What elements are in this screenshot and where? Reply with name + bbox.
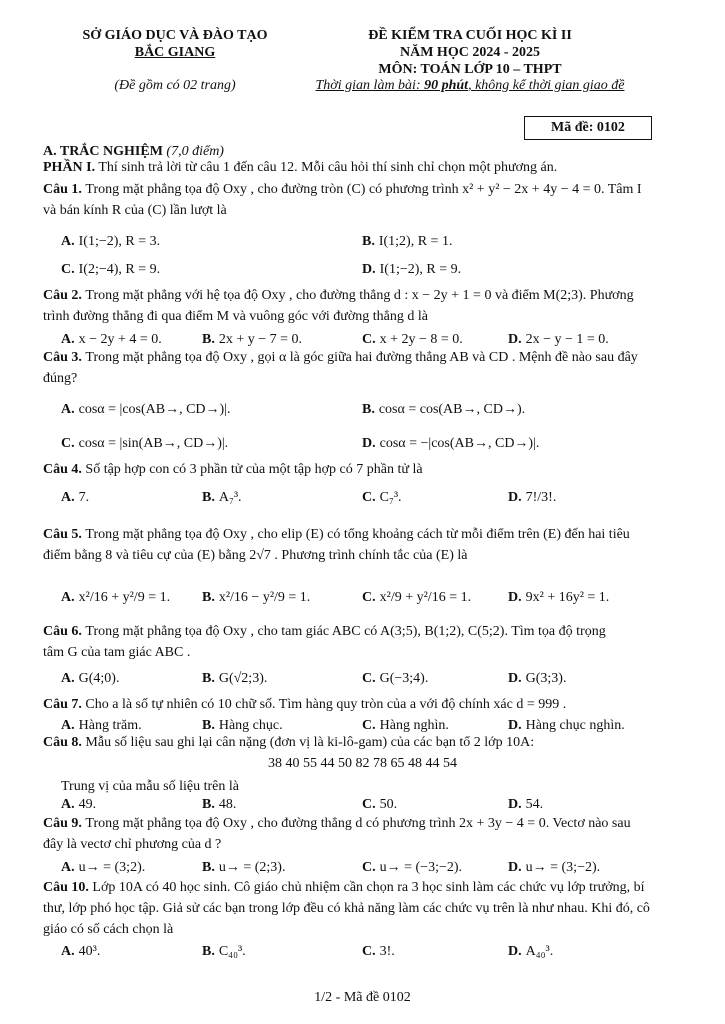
answer-option-c bbox=[61, 262, 160, 278]
answer-option-d bbox=[508, 860, 600, 876]
option-text: u→ = (−3;−2). bbox=[379, 860, 463, 875]
question-label: Câu 6. bbox=[43, 624, 86, 639]
question-line-text: Mẫu số liệu sau ghi lại cân nặng (đơn vị là ki-lô-gam) của các bạn tổ 2 lớp 10A: bbox=[85, 735, 535, 750]
option-text: u→ = (3;2). bbox=[78, 860, 146, 875]
option-label: A. bbox=[61, 402, 75, 417]
option-text: I(2;−4), R = 9. bbox=[78, 262, 161, 277]
answer-option-b bbox=[202, 490, 242, 506]
question-text-line bbox=[43, 203, 227, 219]
question-text-line bbox=[43, 350, 638, 366]
question-line-text: Lớp 10A có 40 học sinh. Cô giáo chủ nhiệm cần chọn ra 3 học sinh làm các chức vụ lớp trưởng, bí bbox=[92, 880, 645, 895]
option-label: A. bbox=[61, 490, 75, 505]
option-text: x²/16 + y²/9 = 1. bbox=[78, 590, 171, 605]
option-label: A. bbox=[61, 718, 75, 733]
answer-option-b bbox=[202, 718, 283, 734]
question-text-line bbox=[43, 697, 566, 713]
answer-option-d bbox=[362, 436, 539, 452]
question-text-line bbox=[43, 735, 534, 751]
option-label: B. bbox=[202, 797, 215, 812]
option-text: 9x² + 16y² = 1. bbox=[525, 590, 610, 605]
answer-option-b bbox=[202, 671, 267, 687]
option-label: A. bbox=[61, 234, 75, 249]
option-label: C. bbox=[362, 797, 376, 812]
answer-option-a bbox=[61, 590, 170, 606]
option-label: D. bbox=[508, 671, 522, 686]
question-line-text: Trong mặt phẳng tọa độ Oxy , cho tam giác ABC có A(3;5), B(1;2), C(5;2). Tìm tọa độ trọng bbox=[85, 624, 606, 639]
option-label: A. bbox=[61, 332, 75, 347]
option-text: 48. bbox=[218, 797, 237, 812]
option-text: 50. bbox=[379, 797, 398, 812]
question-line-text: Trong mặt phẳng với hệ tọa độ Oxy , cho đường thẳng d : x − 2y + 1 = 0 và điểm M(2;3). Phương bbox=[85, 288, 634, 303]
option-text: x²/9 + y²/16 = 1. bbox=[379, 590, 472, 605]
answer-option-b bbox=[362, 234, 452, 250]
option-text: A₇³. bbox=[218, 490, 242, 505]
question-label: Câu 9. bbox=[43, 816, 86, 831]
option-text: Hàng nghìn. bbox=[379, 718, 449, 733]
answer-option-c bbox=[362, 718, 449, 734]
option-text: A₄₀³. bbox=[525, 944, 554, 959]
section-title: A. TRẮC NGHIỆM (7,0 điểm) bbox=[43, 144, 224, 159]
option-label: D. bbox=[508, 590, 522, 605]
question-text-line bbox=[43, 527, 630, 543]
answer-option-a bbox=[61, 860, 145, 876]
option-text: u→ = (2;3). bbox=[218, 860, 286, 875]
question-line-text: đúng? bbox=[43, 371, 78, 386]
option-label: D. bbox=[362, 436, 376, 451]
option-label: D. bbox=[508, 718, 522, 733]
answer-option-d bbox=[508, 671, 566, 687]
answer-option-d bbox=[508, 490, 556, 506]
option-text: 40³. bbox=[78, 944, 101, 959]
question-line-text: giáo có số cách chọn là bbox=[43, 922, 174, 937]
answer-option-c bbox=[61, 436, 228, 452]
option-text: C₄₀³. bbox=[218, 944, 246, 959]
question-label: Câu 10. bbox=[43, 880, 93, 895]
option-label: A. bbox=[61, 671, 75, 686]
question-text-line bbox=[43, 816, 631, 832]
option-label: D. bbox=[508, 944, 522, 959]
option-text: cosα = |cos(AB→, CD→)|. bbox=[78, 402, 231, 417]
option-label: C. bbox=[61, 262, 75, 277]
answer-option-b bbox=[202, 332, 302, 348]
question-text-line bbox=[43, 462, 423, 478]
question-subtext: Trung vị của mẫu số liệu trên là bbox=[61, 779, 239, 794]
option-label: D. bbox=[508, 797, 522, 812]
answer-option-c bbox=[362, 797, 397, 813]
answer-option-b bbox=[362, 402, 525, 418]
answer-option-b bbox=[202, 590, 310, 606]
answer-option-c bbox=[362, 332, 463, 348]
question-text-line bbox=[43, 624, 606, 640]
option-label: B. bbox=[202, 671, 215, 686]
option-text: 2x + y − 7 = 0. bbox=[218, 332, 303, 347]
answer-option-b bbox=[202, 797, 236, 813]
school-year: NĂM HỌC 2024 - 2025 bbox=[400, 45, 540, 60]
answer-option-a bbox=[61, 671, 119, 687]
option-label: B. bbox=[362, 402, 375, 417]
option-label: B. bbox=[362, 234, 375, 249]
question-line-text: Cho a là số tự nhiên có 10 chữ số. Tìm hàng quy tròn của a với độ chính xác d = 999 . bbox=[85, 697, 567, 712]
answer-option-c bbox=[362, 944, 395, 960]
option-label: D. bbox=[362, 262, 376, 277]
question-line-text: thư, lớp phó học tập. Giả sử các bạn trong lớp đều có khả năng làm các chức vụ trên là như nhau. Khi đó, cô bbox=[43, 901, 650, 916]
answer-option-b bbox=[202, 860, 285, 876]
option-label: B. bbox=[202, 590, 215, 605]
exam-code-box: Mã đề: 0102 bbox=[524, 116, 652, 140]
subject: MÔN: TOÁN LỚP 10 – THPT bbox=[378, 62, 562, 77]
question-text-line bbox=[43, 837, 221, 853]
option-text: G(4;0). bbox=[78, 671, 120, 686]
question-label: Câu 3. bbox=[43, 350, 86, 365]
option-label: C. bbox=[362, 860, 376, 875]
time-limit: Thời gian làm bài: 90 phút, không kể thời gian giao đề bbox=[315, 78, 625, 93]
question-line-text: tâm G của tam giác ABC . bbox=[43, 645, 191, 660]
answer-option-d bbox=[508, 797, 543, 813]
answer-option-a bbox=[61, 944, 100, 960]
option-text: Hàng trăm. bbox=[78, 718, 142, 733]
option-text: Hàng chục. bbox=[218, 718, 283, 733]
page-count-note: (Đề gồm có 02 trang) bbox=[114, 78, 236, 93]
option-text: 49. bbox=[78, 797, 97, 812]
option-text: I(1;2), R = 1. bbox=[378, 234, 453, 249]
option-label: D. bbox=[508, 332, 522, 347]
option-text: 3!. bbox=[379, 944, 395, 959]
question-text-line bbox=[43, 288, 634, 304]
option-text: Hàng chục nghìn. bbox=[525, 718, 625, 733]
option-label: C. bbox=[362, 332, 376, 347]
question-text-line bbox=[43, 645, 190, 661]
option-text: cosα = −|cos(AB→, CD→)|. bbox=[379, 436, 540, 451]
option-text: G(3;3). bbox=[525, 671, 567, 686]
question-text-line bbox=[43, 922, 173, 938]
answer-option-d bbox=[508, 332, 609, 348]
answer-option-c bbox=[362, 590, 471, 606]
option-text: cosα = |sin(AB→, CD→)|. bbox=[78, 436, 229, 451]
question-label: Câu 1. bbox=[43, 182, 86, 197]
answer-option-c bbox=[362, 860, 462, 876]
answer-option-b bbox=[202, 944, 246, 960]
option-text: u→ = (3;−2). bbox=[525, 860, 601, 875]
option-label: C. bbox=[61, 436, 75, 451]
answer-option-d bbox=[362, 262, 461, 278]
question-label: Câu 2. bbox=[43, 288, 86, 303]
option-text: 54. bbox=[525, 797, 544, 812]
option-label: B. bbox=[202, 332, 215, 347]
question-label: Câu 4. bbox=[43, 462, 86, 477]
question-line-text: Trong mặt phẳng tọa độ Oxy , cho đường tròn (C) có phương trình x² + y² − 2x + 4y − 4 = 0. Tâm I bbox=[85, 182, 642, 197]
option-label: B. bbox=[202, 718, 215, 733]
option-label: B. bbox=[202, 860, 215, 875]
option-label: D. bbox=[508, 490, 522, 505]
option-label: A. bbox=[61, 860, 75, 875]
question-label: Câu 8. bbox=[43, 735, 86, 750]
option-text: 2x − y − 1 = 0. bbox=[525, 332, 609, 347]
question-label: Câu 5. bbox=[43, 527, 86, 542]
option-label: A. bbox=[61, 944, 75, 959]
option-text: I(1;−2), R = 3. bbox=[78, 234, 161, 249]
question-line-text: điểm bằng 8 và tiêu cự của (E) bằng 2√7 . Phương trình chính tắc của (E) là bbox=[43, 548, 468, 563]
answer-option-a bbox=[61, 797, 96, 813]
question-line-text: Trong mặt phẳng tọa độ Oxy , cho elip (E) có tổng khoảng cách từ mỗi điểm trên (E) đến hai tiêu bbox=[85, 527, 630, 542]
answer-option-c bbox=[362, 671, 428, 687]
option-label: B. bbox=[202, 490, 215, 505]
option-label: A. bbox=[61, 797, 75, 812]
part-instruction: PHẦN I. Thí sinh trả lời từ câu 1 đến câu 12. Mỗi câu hỏi thí sinh chỉ chọn một phương án. bbox=[43, 160, 558, 175]
answer-option-a bbox=[61, 718, 142, 734]
question-line-text: và bán kính R của (C) lần lượt là bbox=[43, 203, 227, 218]
option-label: B. bbox=[202, 944, 215, 959]
option-label: C. bbox=[362, 590, 376, 605]
answer-option-a bbox=[61, 234, 160, 250]
option-text: 7!/3!. bbox=[525, 490, 557, 505]
exam-title: ĐỀ KIỂM TRA CUỐI HỌC KÌ II bbox=[368, 28, 572, 43]
question-text-line bbox=[43, 182, 642, 198]
question-text-line bbox=[43, 901, 650, 917]
question-line-text: Trong mặt phẳng tọa độ Oxy , cho đường thẳng d có phương trình 2x + 3y − 4 = 0. Vectơ nào sau bbox=[85, 816, 631, 831]
department-name: SỞ GIÁO DỤC VÀ ĐÀO TẠO bbox=[82, 28, 268, 43]
question-text-line bbox=[43, 548, 467, 564]
option-label: C. bbox=[362, 718, 376, 733]
province-name: BẮC GIANG bbox=[134, 45, 216, 60]
option-text: G(−3;4). bbox=[379, 671, 429, 686]
option-label: C. bbox=[362, 490, 376, 505]
option-label: C. bbox=[362, 944, 376, 959]
option-label: C. bbox=[362, 671, 376, 686]
option-text: G(√2;3). bbox=[218, 671, 268, 686]
answer-option-a bbox=[61, 332, 162, 348]
data-sample-row: 38 40 55 44 50 82 78 65 48 44 54 bbox=[268, 756, 457, 771]
answer-option-d bbox=[508, 718, 625, 734]
question-line-text: Số tập hợp con có 3 phần tử của một tập hợp có 7 phần tử là bbox=[85, 462, 423, 477]
page-footer: 1/2 - Mã đề 0102 bbox=[314, 990, 411, 1005]
question-line-text: đây là vectơ chỉ phương của d ? bbox=[43, 837, 222, 852]
option-text: cosα = cos(AB→, CD→). bbox=[378, 402, 526, 417]
option-text: I(1;−2), R = 9. bbox=[379, 262, 462, 277]
option-text: x²/16 − y²/9 = 1. bbox=[218, 590, 311, 605]
answer-option-c bbox=[362, 490, 402, 506]
option-text: C₇³. bbox=[379, 490, 402, 505]
question-line-text: Trong mặt phẳng tọa độ Oxy , gọi α là góc giữa hai đường thẳng AB và CD . Mệnh đề nào sau đây bbox=[85, 350, 638, 365]
answer-option-d bbox=[508, 944, 553, 960]
question-label: Câu 7. bbox=[43, 697, 86, 712]
option-text: x + 2y − 8 = 0. bbox=[379, 332, 463, 347]
answer-option-a bbox=[61, 402, 231, 418]
question-text-line bbox=[43, 371, 77, 387]
option-label: D. bbox=[508, 860, 522, 875]
question-line-text: trình đường thẳng đi qua điểm M và vuông góc với đường thẳng d là bbox=[43, 309, 428, 324]
option-text: x − 2y + 4 = 0. bbox=[78, 332, 162, 347]
answer-option-a bbox=[61, 490, 89, 506]
question-text-line bbox=[43, 309, 428, 325]
option-text: 7. bbox=[78, 490, 90, 505]
question-text-line bbox=[43, 880, 645, 896]
answer-option-d bbox=[508, 590, 609, 606]
option-label: A. bbox=[61, 590, 75, 605]
